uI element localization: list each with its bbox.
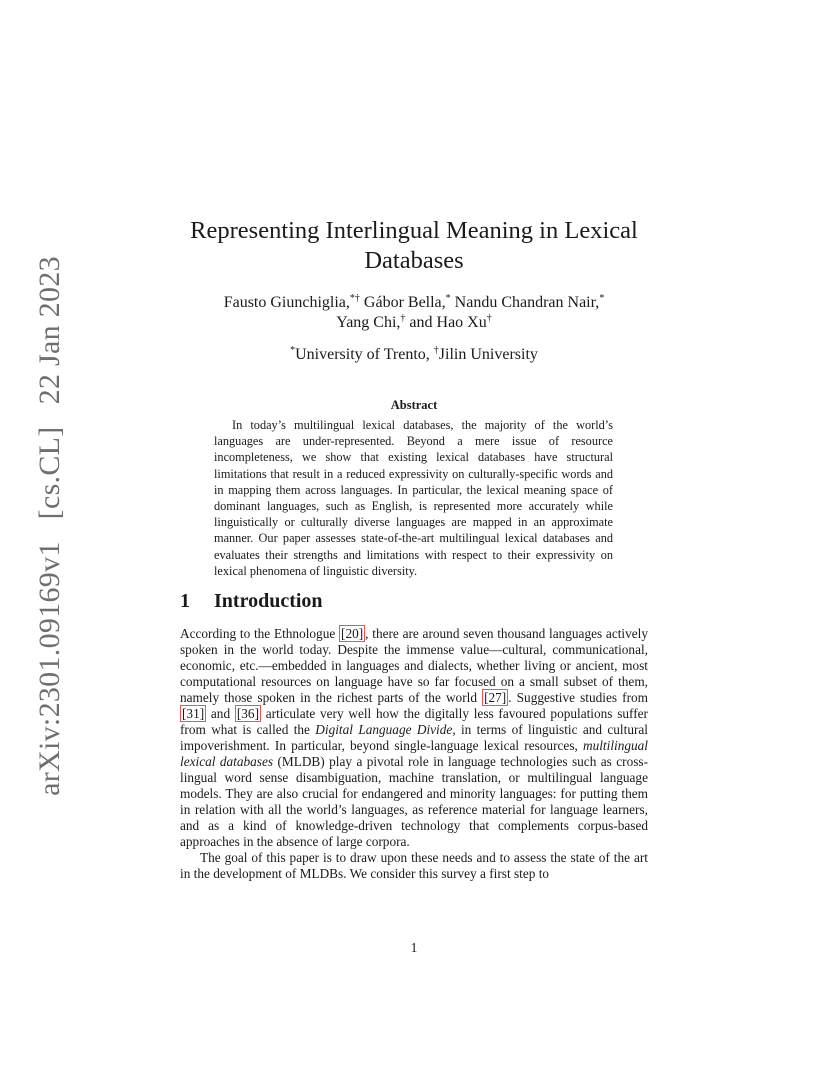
author-name: Yang Chi,	[336, 314, 401, 331]
author-line-2	[180, 313, 648, 333]
text-run: . Suggestive studies from	[508, 690, 648, 705]
text-run: and	[206, 706, 235, 721]
page-number: 1	[410, 940, 418, 955]
affiliation-name: Jilin University	[438, 346, 538, 363]
arxiv-category: [cs.CL]	[33, 426, 66, 520]
author-name: Fausto Giunchiglia,	[223, 294, 350, 311]
author-mark: *	[445, 293, 451, 304]
text-run: , in terms of linguistic and cultural impoverishment. In particular, beyond single-language lexical resources,	[180, 722, 648, 753]
section-number: 1	[180, 590, 190, 612]
text-run: articulate very well how the digitally less favoured populations suffer from what is called the	[180, 706, 648, 737]
citation-link[interactable]: [27]	[484, 690, 507, 705]
citation-link[interactable]: [20]	[341, 626, 364, 641]
arxiv-date: 22 Jan 2023	[33, 256, 66, 405]
section-title: Introduction	[214, 590, 323, 612]
affiliation-mark: *	[290, 345, 296, 356]
paragraph	[180, 626, 648, 850]
emphasis-term: multilingual lexical databases	[180, 738, 648, 769]
author-mark: †	[486, 313, 492, 324]
text-run: According to the Ethnologue	[180, 626, 340, 641]
affiliation-name: University of Trento,	[295, 346, 430, 363]
author-mark: *†	[349, 293, 360, 304]
paragraph: The goal of this paper is to draw upon these needs and to assess the state of the art in the development of MLDBs. We consider this survey a first step to	[180, 850, 648, 881]
text-run: (MLDB) play a pivotal role in language technologies such as cross-lingual word sense disambiguation, machine translation, or multilingual language models. They are also crucial for endangered and minority languages: for putting them in relation with all the world’s languages, as reference material for language learners, and as a kind of knowledge-driven technology that complements corpus-based approaches in the absence of large corpora.	[180, 754, 649, 849]
author-line-1	[180, 293, 648, 313]
emphasis-term: Digital Language Divide	[315, 722, 453, 737]
abstract-text: In today’s multilingual lexical databases, the majority of the world’s languages are under-represented. Beyond a mere issue of resource incompleteness, we show that existing lexical databases have structural limitations that result in a reduced expressivity on culturally-specific words and in mapping them across languages. In particular, the lexical meaning space of dominant languages, such as English, is represented more accurately while linguistically or culturally diverse languages are mapped in an approximate manner. Our paper assesses state-of-the-art multilingual lexical databases and evaluates their strengths and limitations with respect to their expressivity on lexical phenomena of linguistic diversity.	[214, 418, 613, 578]
author-name: Gábor Bella,	[363, 294, 446, 311]
abstract-heading: Abstract	[390, 398, 438, 412]
paper-title: Representing Interlingual Meaning in Lexical Databases	[190, 217, 638, 274]
section-heading	[180, 590, 323, 613]
body-text	[180, 626, 648, 882]
author-mark: †	[400, 313, 406, 324]
affiliation-mark: †	[433, 345, 439, 356]
arxiv-id: arXiv:2301.09169v1	[33, 541, 66, 796]
author-list	[180, 293, 648, 333]
text-run: , there are around seven thousand languages actively spoken in the world today. Despite the immense value—cultural, communicational, economic, etc.—embedded in languages and dialects, whether living or ancient, most computational resources on language have so far focused on a small subset of them, namely those spoken in the richest parts of the world	[180, 626, 648, 705]
citation-link[interactable]: [31]	[182, 706, 205, 721]
citation-link[interactable]: [36]	[236, 706, 260, 721]
author-name: and Hao Xu	[409, 314, 487, 331]
arxiv-identifier-stamp	[33, 256, 67, 796]
author-name: Nandu Chandran Nair,	[454, 294, 600, 311]
affiliations	[180, 345, 648, 365]
author-mark: *	[599, 293, 605, 304]
